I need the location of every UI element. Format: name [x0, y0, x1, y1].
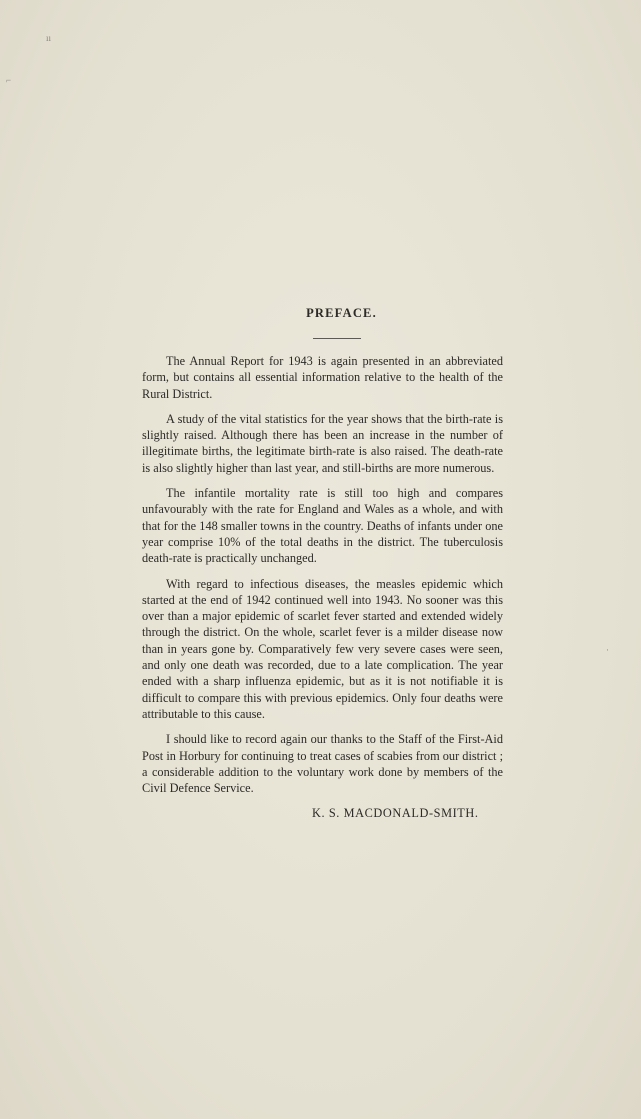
paper-mark: ıı [46, 33, 52, 43]
paper-mark: ⌐ [6, 75, 12, 85]
paragraph-3: The infantile mortality rate is still too high and compares unfavourably with the rate for England and Wales as a whole, and with that for the 148 smaller towns in the country. Deaths of infants under one year comprise 10% of the total deaths in the district. The tuberculosis death-rate is practically unchanged. [142, 486, 503, 566]
paragraph-5: I should like to record again our thanks to the Staff of the First-Aid Post in Horbury for continuing to treat cases of scabies from our district ; a considerable addition to the voluntary work done by members of the Civil Defence Service. [142, 732, 503, 796]
preface-body [142, 353, 503, 796]
title-divider [313, 338, 361, 339]
paragraph-2: A study of the vital statistics for the year shows that the birth-rate is slightly raised. Although there has been an increase in the number of illegitimate births, the legitimate birth-rate is also raised. The death-rate is also slightly higher than last year, and still-births are more numerous. [142, 411, 503, 475]
paragraph-1: The Annual Report for 1943 is again presented in an abbreviated form, but contains all essential information relative to the health of the Rural District. [142, 354, 503, 401]
paragraph-4: With regard to infectious diseases, the measles epidemic which started at the end of 1942 continued well into 1943. No sooner was this over than a major epidemic of scarlet fever started and extended widely through the district. On the whole, scarlet fever is a milder disease now than in years gone by. Comparatively few very severe cases were seen, and only one death was recorded, due to a late complication. The year ended with a sharp influenza epidemic, but as it is not notifiable it is difficult to compare this with previous epidemics. Only four deaths were attributable to this cause. [142, 576, 503, 721]
paper-mark: · [606, 645, 609, 655]
page-title: PREFACE. [306, 306, 377, 320]
preface-section [142, 300, 503, 821]
author-signature: K. S. MACDONALD-SMITH. [312, 806, 479, 821]
